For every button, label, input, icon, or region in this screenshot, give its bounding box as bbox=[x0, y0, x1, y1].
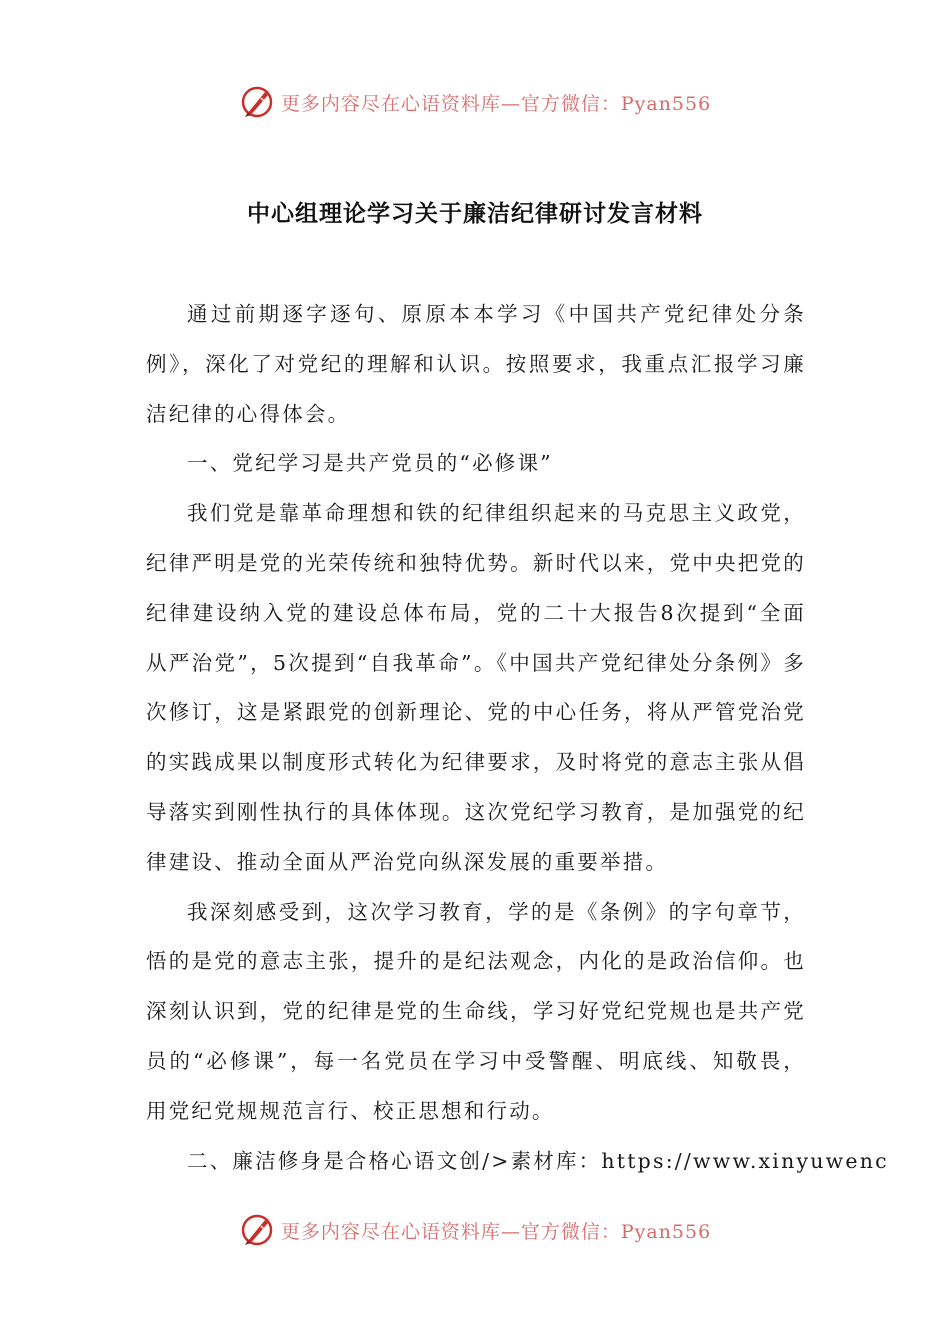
pen-logo-icon bbox=[239, 84, 275, 120]
paragraph-reflection: 我深刻感受到，这次学习教育，学的是《条例》的字句章节，悟的是党的意志主张，提升的是纪法观念，内化的是政治信仰。也深刻认识到，党的纪律是党的生命线，学习好党纪党规也是共产党员的“必修课”，每一名党员在学习中受警醒、明底线、知敬畏，用党纪党规规范言行、校正思想和行动。 bbox=[146, 899, 806, 1123]
watermark-banner-bottom bbox=[0, 1208, 950, 1252]
section-heading-1: 一、党纪学习是共产党员的“必修课” bbox=[187, 451, 553, 476]
pen-logo-icon bbox=[239, 1212, 275, 1248]
paragraph-party-discipline: 我们党是靠革命理想和铁的纪律组织起来的马克思主义政党，纪律严明是党的光荣传统和独特优势。新时代以来，党中央把党的纪律建设纳入党的建设总体布局，党的二十大报告8次提到“全面从严治党”，5次提到“自我革命”。《中国共产党纪律处分条例》多次修订，这是紧跟党的创新理论、党的中心任务，将从严管党治党的实践成果以制度形式转化为纪律要求，及时将党的意志主张从倡导落实到刚性执行的具体体现。这次党纪学习教育，是加强党的纪律建设、推动全面从严治党向纵深发展的重要举措。 bbox=[146, 501, 806, 874]
paragraph-intro: 通过前期逐字逐句、原原本本学习《中国共产党纪律处分条例》，深化了对党纪的理解和认识。按照要求，我重点汇报学习廉洁纪律的心得体会。 bbox=[146, 302, 806, 426]
watermark-text: 更多内容尽在心语资料库—官方微信：Pyan556 bbox=[280, 92, 712, 115]
watermark-text: 更多内容尽在心语资料库—官方微信：Pyan556 bbox=[280, 1220, 712, 1243]
document-body bbox=[146, 290, 889, 1186]
section-heading-2: 二、廉洁修身是合格心语文创/>素材库：https://www.xinyuwenc bbox=[187, 1148, 889, 1173]
document-title: 中心组理论学习关于廉洁纪律研讨发言材料 bbox=[247, 200, 703, 228]
watermark-banner-top bbox=[0, 80, 950, 124]
